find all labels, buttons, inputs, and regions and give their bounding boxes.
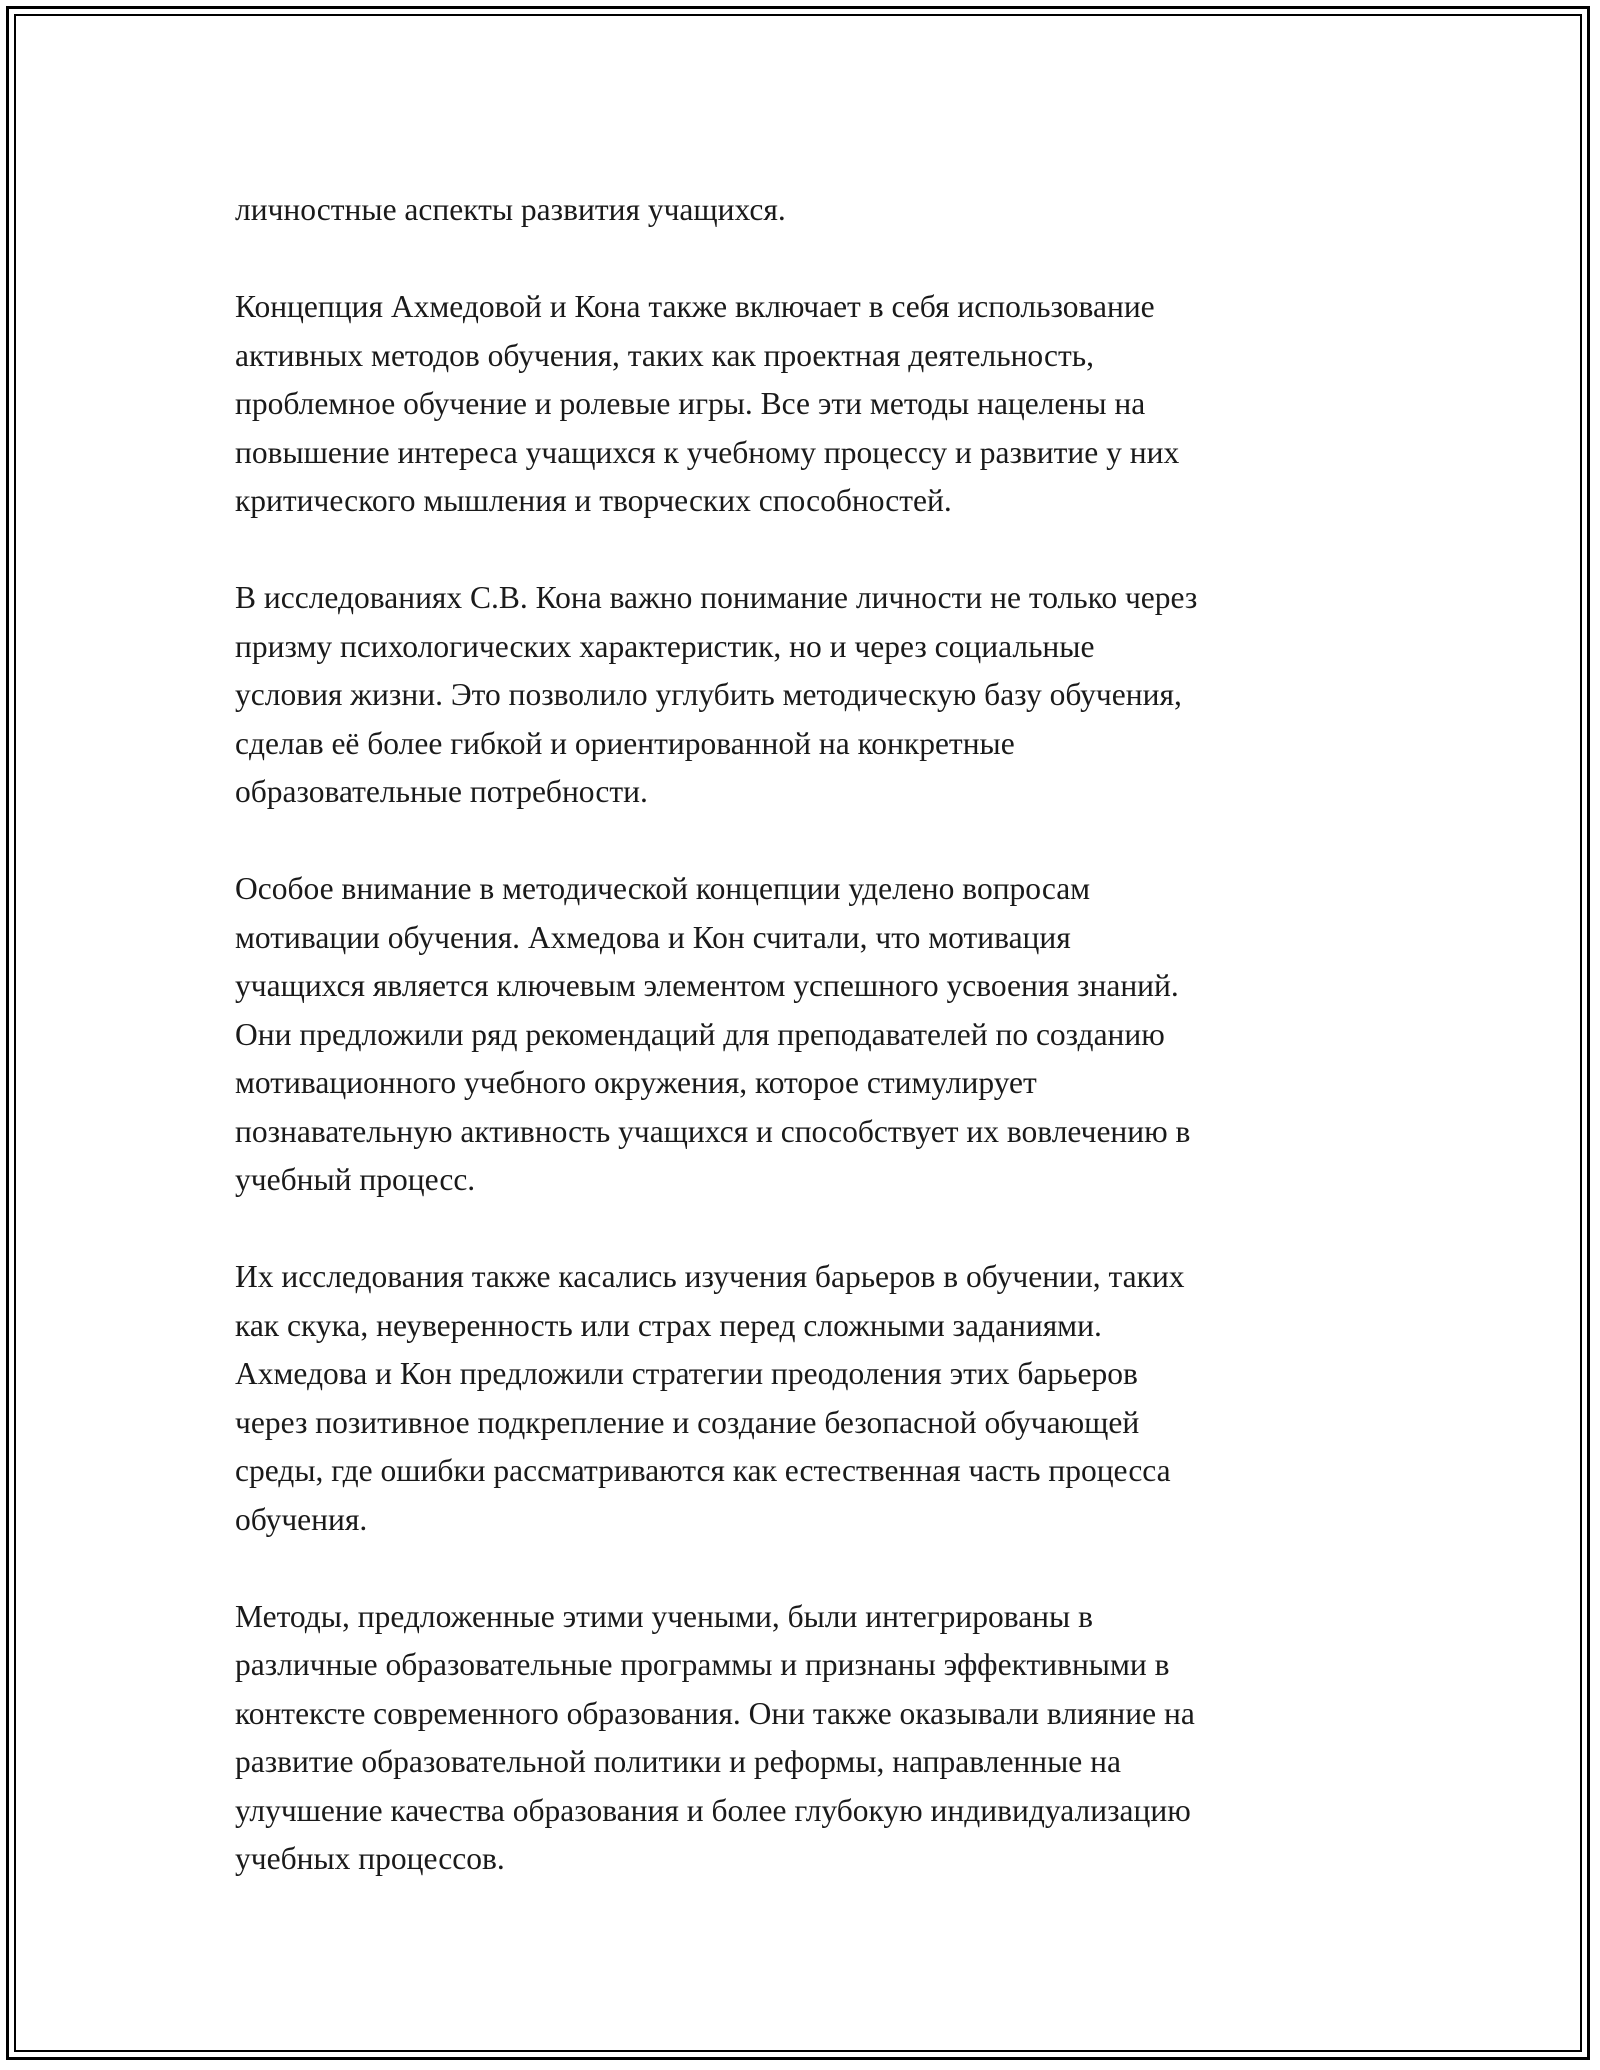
text-line: учащихся является ключевым элементом успешного усвоения знаний. [235, 968, 1179, 1003]
paragraph [235, 283, 1395, 526]
text-line: мотивации обучения. Ахмедова и Кон считали, что мотивация [235, 919, 1071, 955]
paragraph [235, 865, 1395, 1205]
paragraph [235, 1593, 1395, 1884]
text-line: В исследованиях С.В. Кона важно понимание личности не только через [235, 580, 1198, 615]
text-line: образовательные потребности. [235, 774, 648, 809]
document-body [235, 186, 1395, 1932]
text-line: учебных процессов. [235, 1841, 505, 1876]
text-line: мотивационного учебного окружения, которое стимулирует [235, 1065, 1037, 1100]
text-line: призму психологических характеристик, но и через социальные [235, 628, 1095, 664]
text-line: личностные аспекты развития учащихся. [235, 192, 786, 227]
text-line: улучшение качества образования и более глубокую индивидуализацию [235, 1792, 1191, 1828]
text-line: различные образовательные программы и признаны эффективными в [235, 1647, 1170, 1682]
text-line: учебный процесс. [235, 1162, 476, 1197]
text-line: активных методов обучения, таких как проектная деятельность, [235, 337, 1094, 373]
text-line: повышение интереса учащихся к учебному процессу и развитие у них [235, 434, 1180, 470]
text-line: через позитивное подкрепление и создание безопасной обучающей [235, 1404, 1140, 1440]
text-line: контексте современного образования. Они также оказывали влияние на [235, 1695, 1195, 1731]
text-line: развитие образовательной политики и реформы, направленные на [235, 1744, 1121, 1779]
text-line: Их исследования также касались изучения барьеров в обучении, таких [235, 1259, 1185, 1294]
text-line: познавательную активность учащихся и способствует их вовлечению в [235, 1113, 1191, 1149]
text-line: обучения. [235, 1501, 368, 1537]
text-line: Методы, предложенные этими учеными, были интегрированы в [235, 1598, 1093, 1634]
paragraph [235, 574, 1395, 817]
text-line: среды, где ошибки рассматриваются как естественная часть процесса [235, 1453, 1171, 1488]
text-line: Концепция Ахмедовой и Кона также включает в себя использование [235, 289, 1155, 324]
text-line: проблемное обучение и ролевые игры. Все эти методы нацелены на [235, 386, 1146, 421]
text-line: условия жизни. Это позволило углубить методическую базу обучения, [235, 677, 1182, 712]
paragraph [235, 1253, 1395, 1544]
paragraph [235, 186, 1395, 235]
text-line: Особое внимание в методической концепции уделено вопросам [235, 871, 1091, 906]
text-line: сделав её более гибкой и ориентированной на конкретные [235, 725, 1015, 761]
text-line: как скука, неуверенность или страх перед сложными заданиями. [235, 1307, 1102, 1343]
text-line: Они предложили ряд рекомендаций для преподавателей по созданию [235, 1016, 1165, 1052]
text-line: критического мышления и творческих способностей. [235, 483, 952, 518]
text-line: Ахмедова и Кон предложили стратегии преодоления этих барьеров [235, 1356, 1138, 1391]
